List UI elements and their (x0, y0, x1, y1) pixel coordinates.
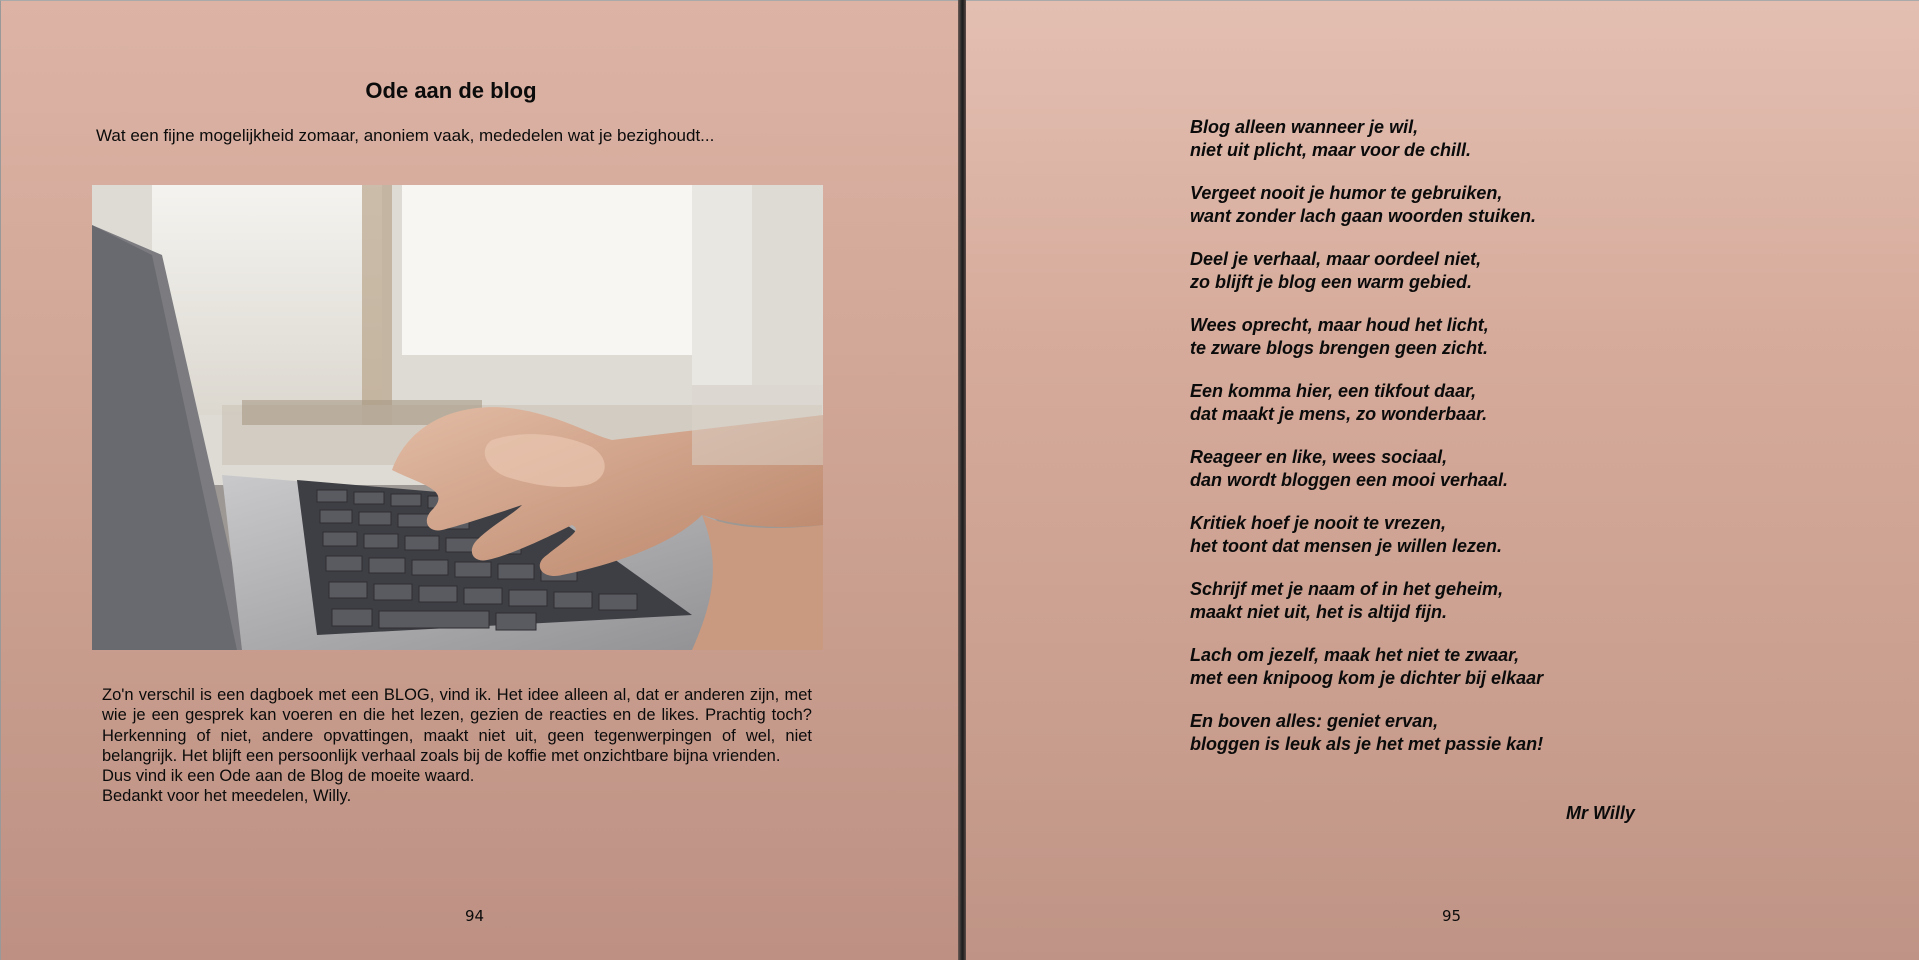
poem-line: dat maakt je mens, zo wonderbaar. (1190, 404, 1488, 424)
poem-line: Blog alleen wanneer je wil, (1190, 117, 1419, 137)
page-title: Ode aan de blog (365, 78, 537, 103)
poem-stanza (1190, 248, 1790, 294)
poem-line: dan wordt bloggen een mooi verhaal. (1190, 470, 1509, 490)
poem-line: Deel je verhaal, maar oordeel niet, (1190, 249, 1482, 269)
poem-line: Lach om jezelf, maak het niet te zwaar, (1190, 645, 1520, 665)
poem-line: maakt niet uit, het is altijd fijn. (1190, 602, 1448, 622)
poem-line: zo blijft je blog een warm gebied. (1190, 272, 1473, 292)
poem-line: te zware blogs brengen geen zicht. (1190, 338, 1489, 358)
poem-stanza (1190, 116, 1790, 162)
poem-stanza (1190, 314, 1790, 360)
poem-line: Wees oprecht, maar houd het licht, (1190, 315, 1489, 335)
laptop-typing-illustration (92, 185, 823, 650)
poem-line: Kritiek hoef je nooit te vrezen, (1190, 513, 1447, 533)
body-text (102, 685, 812, 807)
poem-stanza (1190, 446, 1790, 492)
page-number: 94 (465, 907, 485, 925)
poem-line: Schrijf met je naam of in het geheim, (1190, 579, 1504, 599)
body-paragraph: Zo'n verschil is een dagboek met een BLOG, vind ik. Het idee alleen al, dat er anderen zijn, met wie je een gesprek kan voeren en die het lezen, gezien de reacties en de likes. Prachtig toch? Herkenning of niet, andere opvattingen, maakt niet uit, geen tegenwerpingen of wel, niet belangrijk. Het blijft een persoonlijk verhaal zoals bij de koffie met onzichtbare bijna vrienden. (102, 686, 812, 765)
poem-line: niet uit plicht, maar voor de chill. (1190, 140, 1472, 160)
poem-signature: Mr Willy (1566, 803, 1635, 823)
poem-line: want zonder lach gaan woorden stuiken. (1190, 206, 1537, 226)
poem-line: Reageer en like, wees sociaal, (1190, 447, 1448, 467)
poem-line: Een komma hier, een tikfout daar, (1190, 381, 1477, 401)
poem-stanza (1190, 380, 1790, 426)
poem-line: En boven alles: geniet ervan, (1190, 711, 1439, 731)
right-page (966, 0, 1919, 960)
body-line: Dus vind ik een Ode aan de Blog de moeite waard. (102, 767, 475, 786)
poem-line: bloggen is leuk als je het met passie kan! (1190, 734, 1544, 754)
poem-stanza (1190, 512, 1790, 558)
body-line: Bedankt voor het meedelen, Willy. (102, 787, 352, 806)
poem-stanza (1190, 644, 1790, 690)
poem (1190, 116, 1790, 776)
poem-stanza (1190, 182, 1790, 228)
poem-line: het toont dat mensen je willen lezen. (1190, 536, 1503, 556)
left-page (0, 0, 958, 960)
book-spine (958, 0, 966, 960)
intro-text: Wat een fijne mogelijkheid zomaar, anoniem vaak, mededelen wat je bezighoudt... (96, 126, 715, 145)
poem-stanza (1190, 578, 1790, 624)
poem-stanza (1190, 710, 1790, 756)
page-number: 95 (1442, 907, 1462, 925)
laptop-typing-photo (92, 185, 823, 650)
poem-line: Vergeet nooit je humor te gebruiken, (1190, 183, 1503, 203)
poem-line: met een knipoog kom je dichter bij elkaar (1190, 668, 1544, 688)
